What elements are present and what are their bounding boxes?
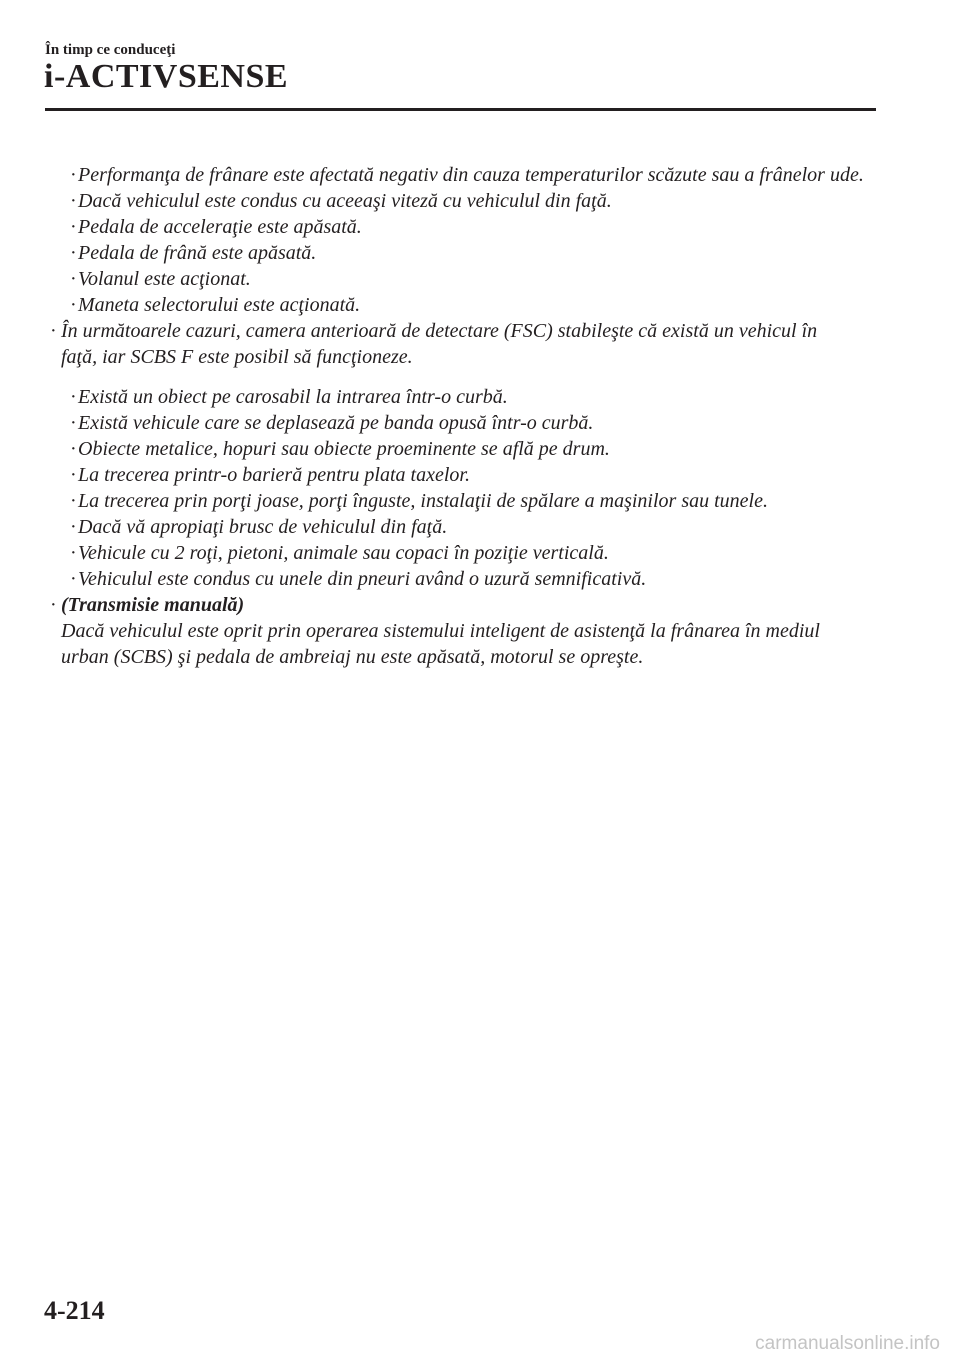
bullet: · <box>50 320 57 342</box>
item-text: Obiecte metalice, hopuri sau obiecte proeminente se află pe drum. <box>78 438 610 460</box>
item-heading: (Transmisie manuală) <box>61 594 245 616</box>
section-label: În timp ce conduceţi <box>45 42 176 58</box>
bullet: · <box>70 164 77 186</box>
list-item <box>0 592 851 670</box>
bullet: · <box>70 490 77 512</box>
item-text: Pedala de acceleraţie este apăsată. <box>78 216 362 238</box>
list-item <box>0 292 868 318</box>
bullet: · <box>70 190 77 212</box>
list-item <box>0 162 868 188</box>
bullet: · <box>70 242 77 264</box>
item-text: Vehiculul este condus cu unele din pneuri având o uzură semnificativă. <box>78 568 647 590</box>
list-item <box>0 214 868 240</box>
list-item <box>0 240 868 266</box>
list-item <box>0 566 868 592</box>
list-item <box>0 410 868 436</box>
list-item <box>0 488 868 514</box>
list-item <box>0 436 868 462</box>
list-item <box>0 318 851 370</box>
list-item <box>0 266 868 292</box>
item-text: În următoarele cazuri, camera anterioară de detectare (FSC) stabileşte că există un vehicul în faţă, iar SCBS F este posibil să funcţioneze. <box>61 320 818 368</box>
page-number: 4-214 <box>44 1296 105 1325</box>
chapter-title: i-ACTIVSENSE <box>44 58 289 95</box>
item-text: Maneta selectorului este acţionată. <box>78 294 361 316</box>
bullet: · <box>70 568 77 590</box>
item-text: Pedala de frână este apăsată. <box>78 242 317 264</box>
bullet: · <box>70 464 77 486</box>
item-text: Dacă vă apropiaţi brusc de vehiculul din faţă. <box>78 516 448 538</box>
bullet: · <box>70 268 77 290</box>
item-text: Vehicule cu 2 roţi, pietoni, animale sau copaci în poziţie verticală. <box>78 542 609 564</box>
list-item <box>0 188 868 214</box>
item-text: Dacă vehiculul este oprit prin operarea sistemului inteligent de asistenţă la frânarea în mediul urban (SCBS) şi pedala de ambreiaj nu este apăsată, motorul se opreşte. <box>61 620 820 668</box>
item-text: Performanţa de frânare este afectată negativ din cauza temperaturilor scăzute sau a frânelor ude. <box>78 164 864 186</box>
bullet: · <box>70 294 77 316</box>
bullet: · <box>70 542 77 564</box>
item-text: Volanul este acţionat. <box>78 268 251 290</box>
bullet: · <box>50 594 57 616</box>
item-text: Există vehicule care se deplasează pe banda opusă într-o curbă. <box>78 412 594 434</box>
item-text: Există un obiect pe carosabil la intrarea într-o curbă. <box>78 386 508 408</box>
item-text: La trecerea prin porţi joase, porţi înguste, instalaţii de spălare a maşinilor sau tunele. <box>78 490 768 512</box>
bullet: · <box>70 216 77 238</box>
list-item <box>0 514 868 540</box>
list-item <box>0 384 868 410</box>
list-item <box>0 540 868 566</box>
bullet: · <box>70 516 77 538</box>
bullet: · <box>70 438 77 460</box>
watermark: carmanualsonline.info <box>755 1333 940 1354</box>
list-item <box>0 462 868 488</box>
title-rule <box>45 108 876 111</box>
bullet: · <box>70 386 77 408</box>
item-text: Dacă vehiculul este condus cu aceeaşi viteză cu vehiculul din faţă. <box>78 190 612 212</box>
item-text: La trecerea printr-o barieră pentru plata taxelor. <box>78 464 470 486</box>
content <box>0 162 960 670</box>
bullet: · <box>70 412 77 434</box>
